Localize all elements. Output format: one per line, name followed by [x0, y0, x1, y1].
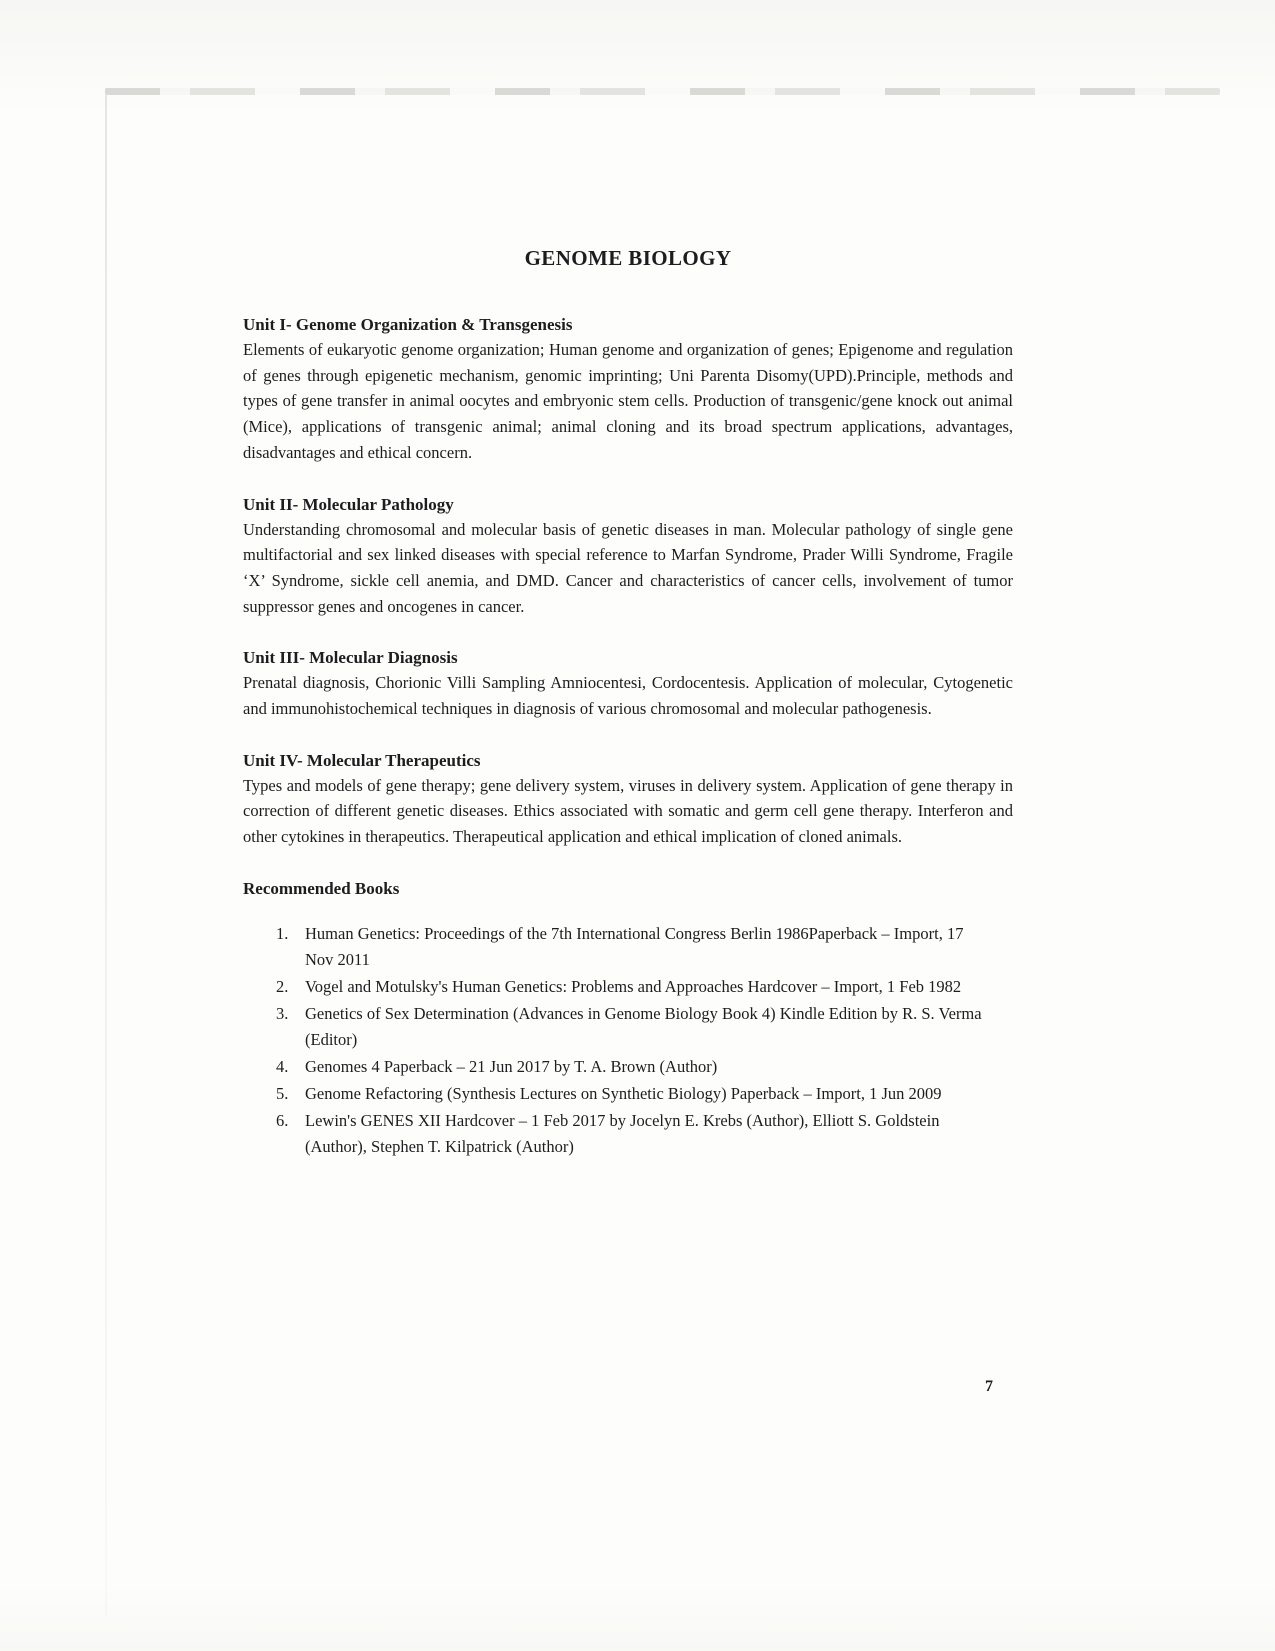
book-title: Lewin's GENES XII Hardcover – 1 Feb 2017 by Jocelyn E. Krebs (Author), Elliott S. Goldstein (Author), Stephen T. Kilpatrick (Author) [305, 1110, 940, 1156]
book-title: Vogel and Motulsky's Human Genetics: Problems and Approaches Hardcover – Import, 1 Feb 1982 [305, 976, 962, 996]
page-title: GENOME BIOLOGY [524, 246, 732, 270]
book-title: Human Genetics: Proceedings of the 7th International Congress Berlin 1986Paperback – Import, 17 Nov 2011 [305, 923, 964, 969]
unit-heading: Unit II- Molecular Pathology [243, 494, 454, 514]
unit-section-1 [243, 315, 1013, 466]
unit-body: Prenatal diagnosis, Chorionic Villi Sampling Amniocentesi, Cordocentesis. Application of molecular, Cytogenetic and immunohistochemical techniques in diagnosis of various chromosomal and molecular pathogenesis. [243, 673, 1013, 719]
book-item [276, 1081, 1013, 1107]
page-content [243, 246, 1013, 1161]
unit-heading: Unit III- Molecular Diagnosis [243, 648, 458, 668]
book-item [276, 1001, 1013, 1053]
unit-heading: Unit I- Genome Organization & Transgenesis [243, 315, 573, 334]
scan-artifact-top [105, 88, 1220, 95]
unit-section-2 [243, 495, 1013, 620]
book-title: Genomes 4 Paperback – 21 Jun 2017 by T. A. Brown (Author) [305, 1056, 718, 1076]
book-title: Genetics of Sex Determination (Advances in Genome Biology Book 4) Kindle Edition by R. S. Verma (Editor) [305, 1003, 982, 1049]
unit-body: Types and models of gene therapy; gene delivery system, viruses in delivery system. Application of gene therapy in correction of different genetic diseases. Ethics associated with somatic and germ cell gene therapy. Interferon and other cytokines in therapeutics. Therapeutical application and ethical implication of cloned animals. [243, 775, 1013, 847]
recommended-books-heading: Recommended Books [243, 878, 400, 898]
book-item [276, 1054, 1013, 1080]
book-item [276, 1108, 1013, 1160]
unit-body: Elements of eukaryotic genome organization; Human genome and organization of genes; Epigenome and regulation of genes through epigenetic mechanism, genomic imprinting; Uni Parenta Disomy(UPD).Principle, methods and types of gene transfer in animal oocytes and embryonic stem cells. Production of transgenic/gene knock out animal (Mice), applications of transgenic animal; animal cloning and its broad spectrum applications, advantages, disadvantages and ethical concern. [243, 340, 1013, 462]
unit-section-4 [243, 751, 1013, 850]
scan-artifact-left-edge [105, 95, 107, 1616]
book-title: Genome Refactoring (Synthesis Lectures on Synthetic Biology) Paperback – Import, 1 Jun 2009 [305, 1083, 942, 1103]
book-list [276, 921, 1013, 1160]
book-number: 3. [276, 1003, 289, 1023]
page-number: 7 [985, 1378, 993, 1395]
unit-heading: Unit IV- Molecular Therapeutics [243, 750, 481, 770]
book-item [276, 921, 1013, 973]
book-number: 2. [276, 976, 289, 996]
book-number: 4. [276, 1056, 289, 1076]
book-number: 5. [276, 1083, 289, 1103]
book-item [276, 974, 1013, 1000]
unit-body: Understanding chromosomal and molecular basis of genetic diseases in man. Molecular pathology of single gene multifactorial and sex linked diseases with special reference to Marfan Syndrome, Prader Willi Syndrome, Fragile ‘X’ Syndrome, sickle cell anemia, and DMD. Cancer and characteristics of cancer cells, involvement of tumor suppressor genes and oncogenes in cancer. [243, 519, 1013, 616]
book-number: 6. [276, 1110, 289, 1130]
unit-section-3 [243, 648, 1013, 721]
book-number: 1. [276, 923, 289, 943]
